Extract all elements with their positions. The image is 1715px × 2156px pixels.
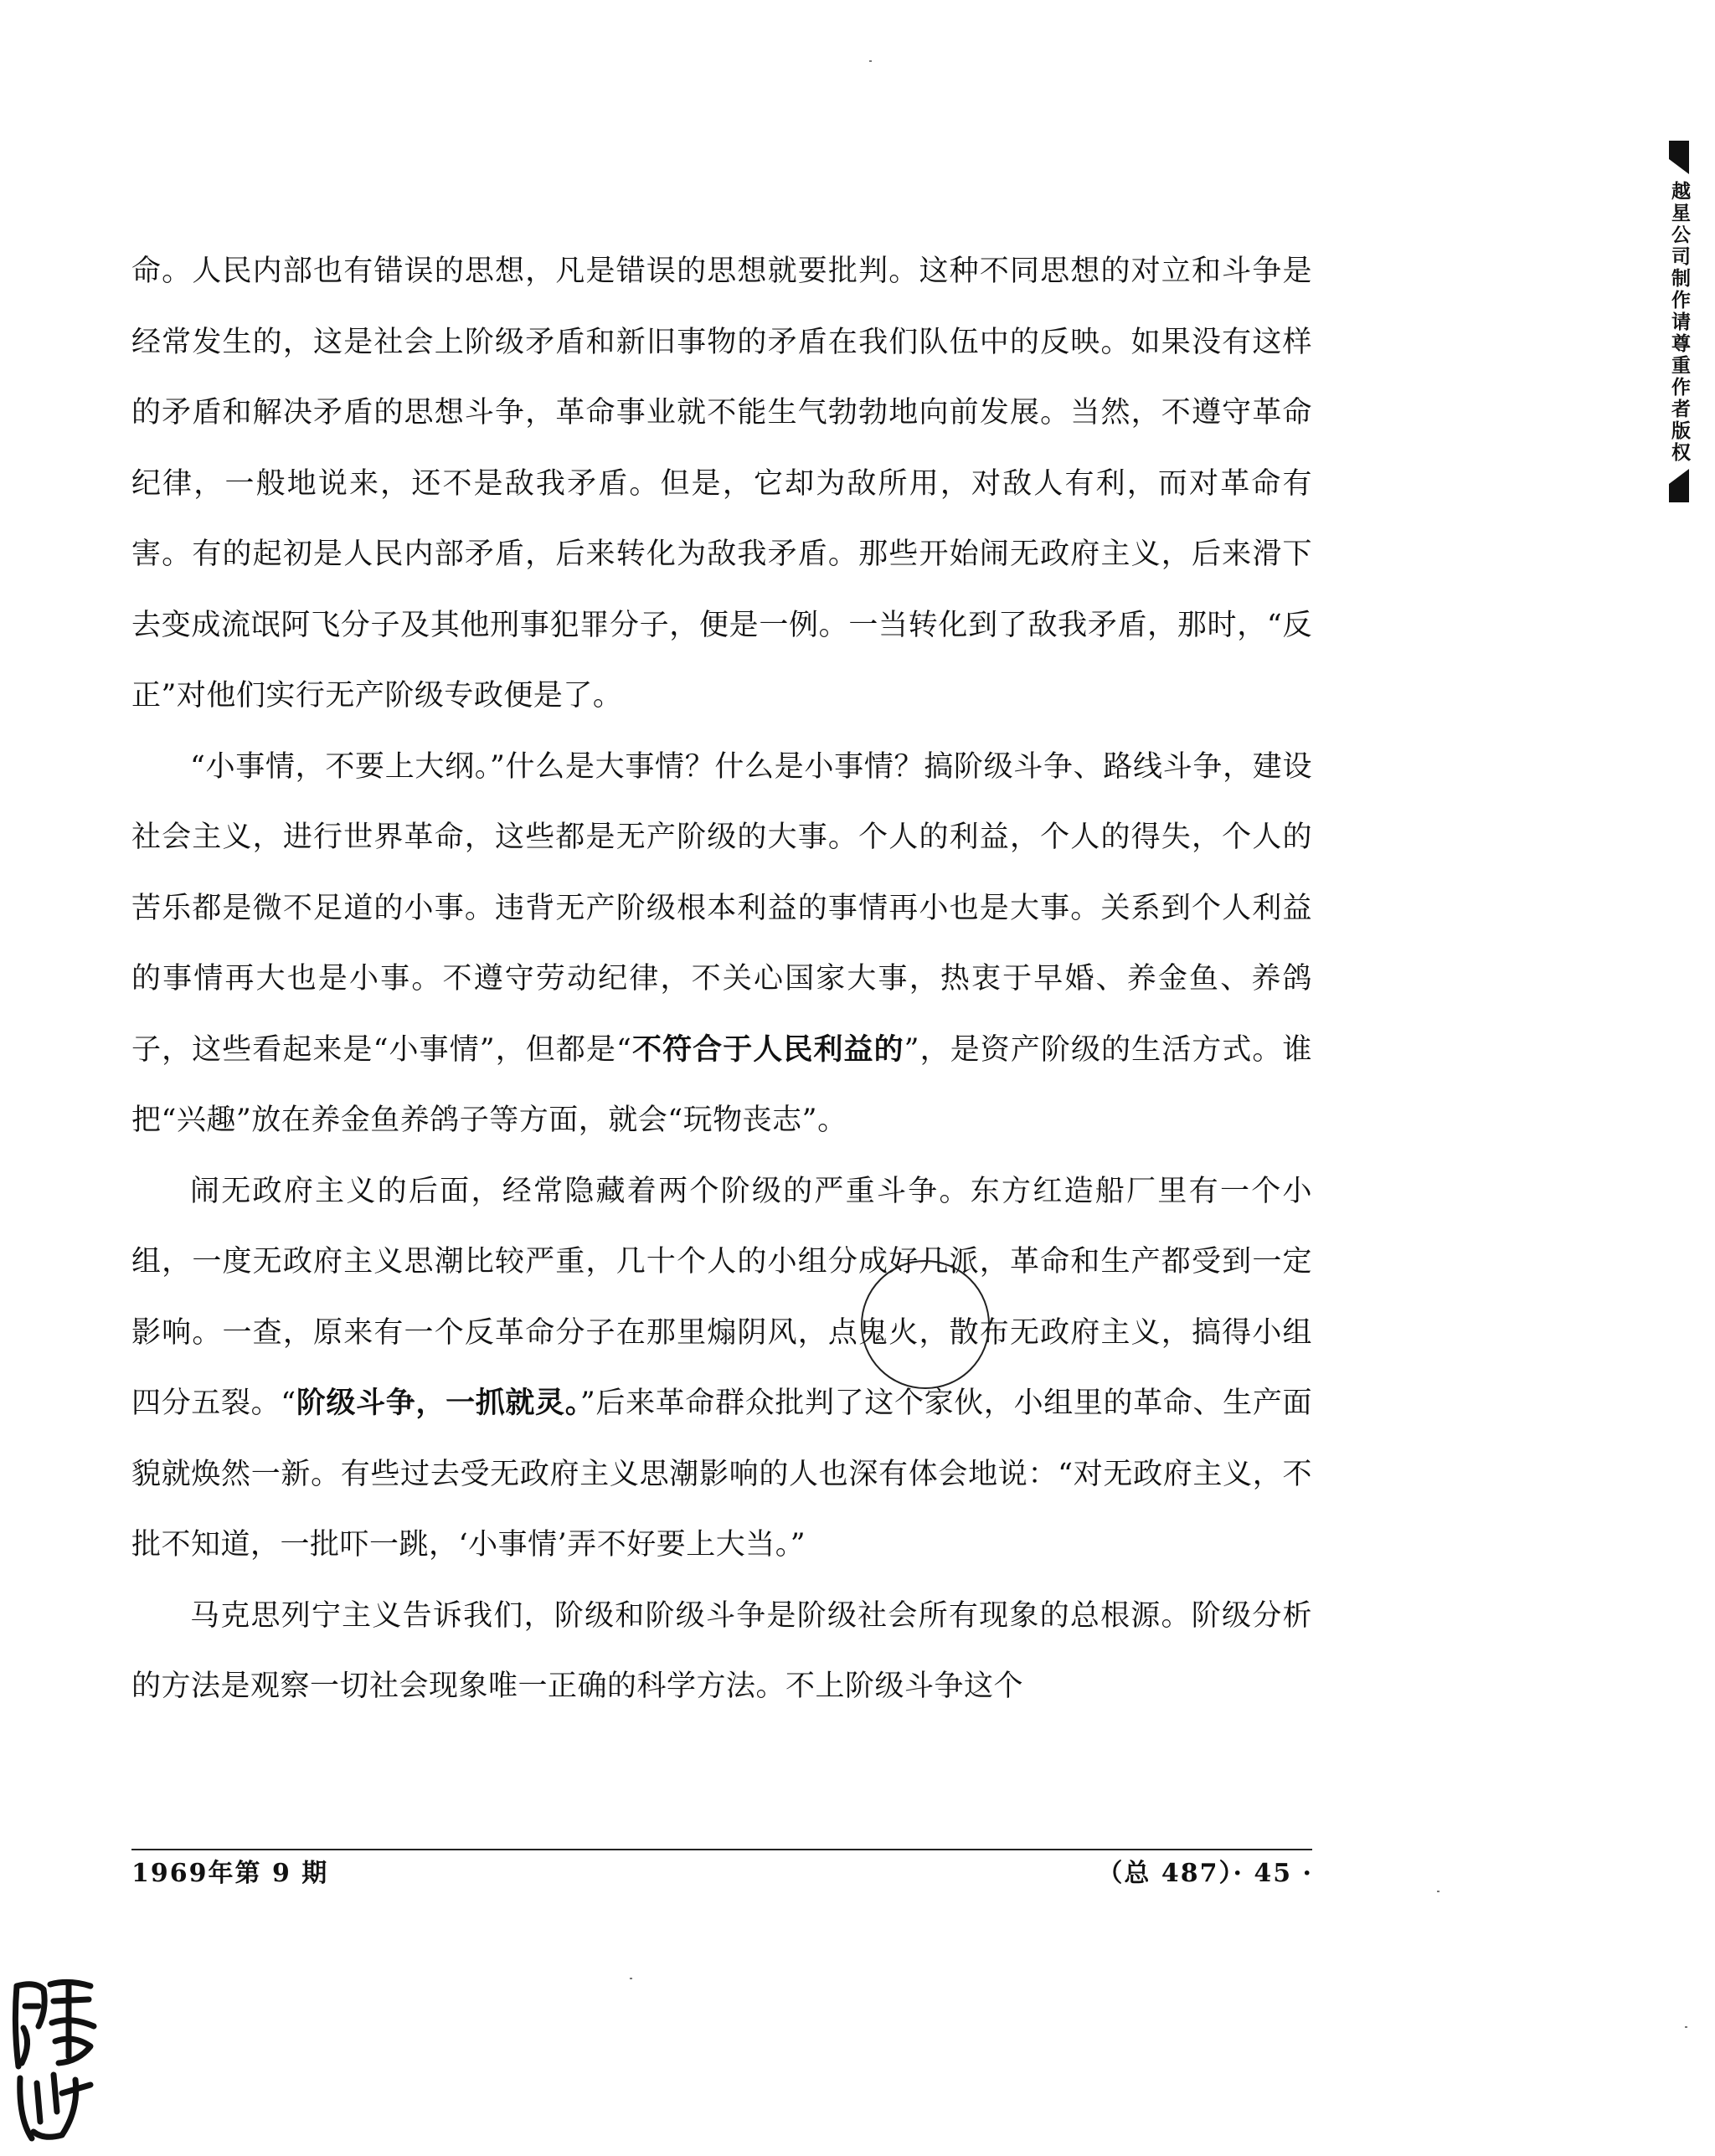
body-text — [131, 236, 1312, 1722]
label-bottom-marker — [1669, 469, 1689, 502]
scan-speck — [1437, 1891, 1439, 1892]
text-run: ”，是资产阶级的生活方式。谁把“兴趣”放在养金鱼养鸽子等方面，就会“玩物丧志”。 — [131, 1032, 1312, 1137]
text-run: “小事情，不要上大纲。”什么是大事情？什么是小事情？搞阶级斗争、路线斗争，建设社会主义，进行世界革命，这些都是无产阶级的大事。个人的利益，个人的得失，个人的苦乐都是微不足道的小事。违背无产阶级根本利益的事情再小也是大事。关系到个人利益的事情再大也是小事。不遵守劳动纪律，不关心国家大事，热衷于早婚、养金鱼、养鸽子，这些看起来是“小事情”，但都是“ — [131, 749, 1312, 1067]
emphasis-quote: 阶级斗争，一抓就灵。 — [296, 1387, 580, 1420]
paragraph — [131, 236, 1312, 732]
scan-speck — [1685, 2026, 1687, 2028]
side-copyright-label — [1662, 141, 1696, 502]
paragraph — [131, 1581, 1312, 1722]
text-run: 闹无政府主义的后面，经常隐藏着两个阶级的严重斗争。东方红造船厂里有一个小组，一度无政府主义思潮比较严重，几十个人的小组分成好几派，革命和生产都受到一定影响。一查，原来有一个反革命分子在那里煽阴风，点鬼火，散布无政府主义，搞得小组四分五裂。“ — [131, 1174, 1312, 1420]
text-run: ”后来革命群众批判了这个家伙，小组里的革命、生产面貌就焕然一新。有些过去受无政府主义思潮影响的人也深有体会地说：“对无政府主义，不批不知道，一批吓一跳，‘小事情’弄不好要上大当。” — [131, 1387, 1312, 1562]
text-run: 命。人民内部也有错误的思想，凡是错误的思想就要批判。这种不同思想的对立和斗争是经常发生的，这是社会上阶级矛盾和新旧事物的矛盾在我们队伍中的反映。如果没有这样的矛盾和解决矛盾的思想斗争，革命事业就不能生气勃勃地向前发展。当然，不遵守革命纪律，一般地说来，还不是敌我矛盾。但是，它却为敌所用，对敌人有利，而对革命有害。有的起初是人民内部矛盾，后来转化为敌我矛盾。那些开始闹无政府主义，后来滑下去变成流氓阿飞分子及其他刑事犯罪分子，便是一例。一当转化到了敌我矛盾，那时，“反正”对他们实行无产阶级专政便是了。 — [131, 255, 1312, 713]
label-top-marker — [1669, 141, 1689, 174]
side-label-text: 越星公司制作请尊重作者版权 — [1668, 181, 1690, 464]
emphasis-quote: 不符合于人民利益的 — [631, 1032, 904, 1067]
seal-stamp — [10, 1976, 102, 2143]
hand-drawn-circle-mark — [861, 1260, 990, 1389]
scan-speck — [869, 60, 872, 62]
scan-speck — [630, 1978, 632, 1979]
paragraph — [131, 1156, 1312, 1581]
issue-label: 1969年第 9 期 — [131, 1859, 329, 1888]
paragraph — [131, 732, 1312, 1156]
text-run: 马克思列宁主义告诉我们，阶级和阶级斗争是阶级社会所有现象的总根源。阶级分析的方法是观察一切社会现象唯一正确的科学方法。不上阶级斗争这个 — [131, 1598, 1312, 1703]
page-number: （总 487）· 45 · — [1097, 1859, 1313, 1888]
footer-rule — [131, 1849, 1312, 1850]
